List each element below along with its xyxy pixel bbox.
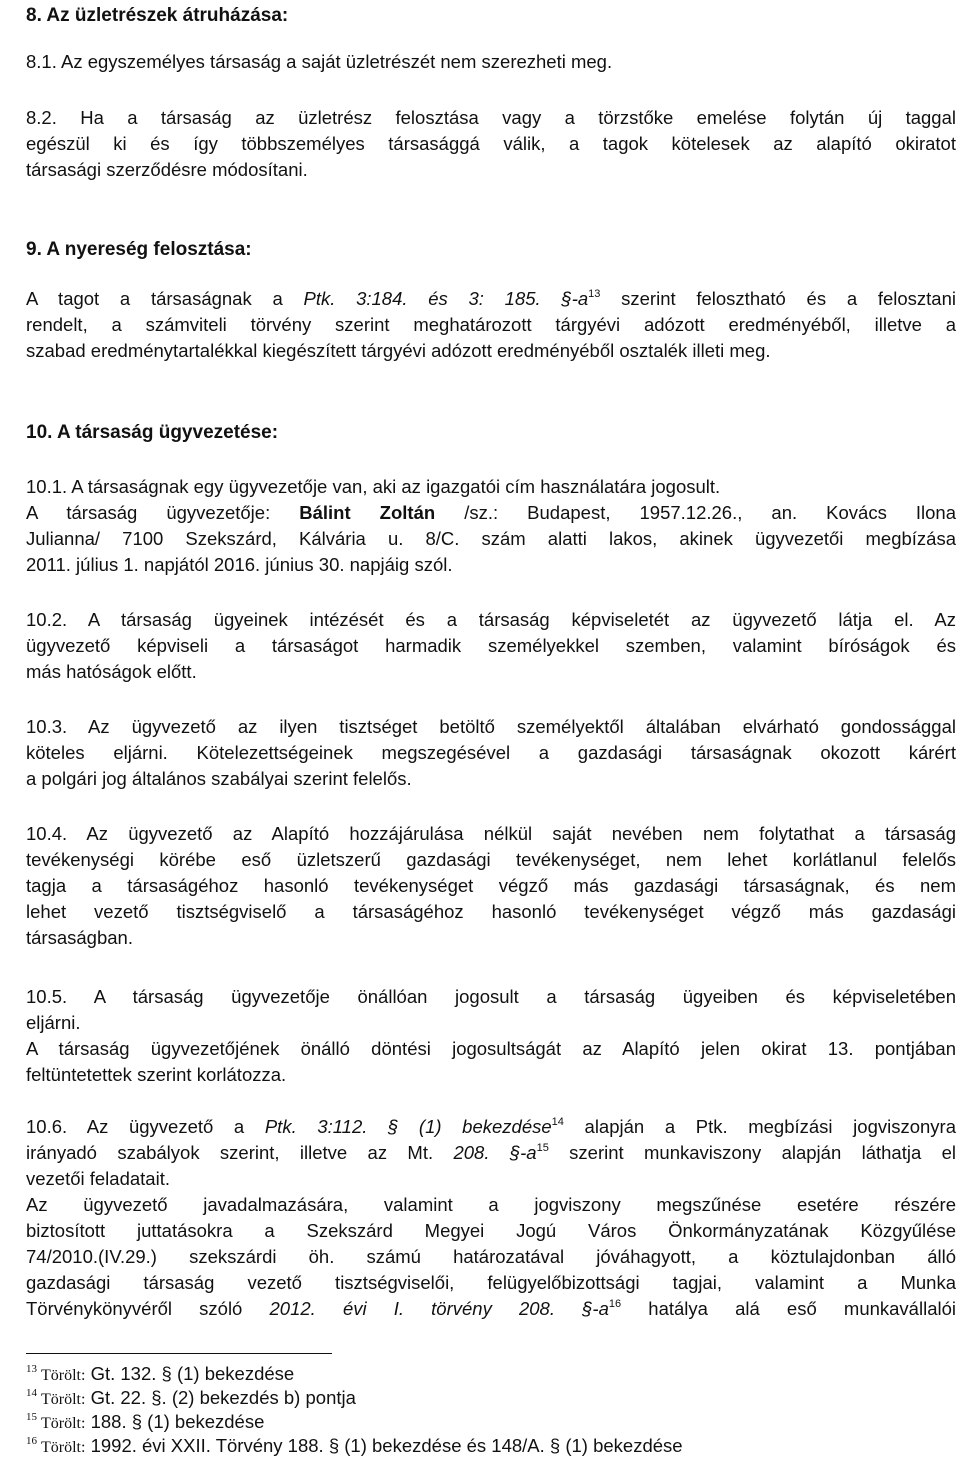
footnote-ref-16: 16 xyxy=(608,1298,622,1310)
footnote-ref-15: 15 xyxy=(536,1142,549,1154)
paragraph-10-4: 10.4. Az ügyvezető az Alapító hozzájárulása nélkül saját nevében nem folytathat a társaság tevékenységi körébe eső üzletszerű gazdasági tevékenységet, nem lehet korlátlanul felelős tagja a társaságéhoz hasonló tevékenységet végző más gazdasági társaságnak, és nem lehet vezető tisztségviselő a társaságéhoz hasonló tevékenységet végző más gazdasági társaságban. xyxy=(26,823,956,948)
paragraph-10-3: 10.3. Az ügyvezető az ilyen tisztséget betöltő személyektől általában elvárható gondossággal köteles eljárni. Kötelezettségeinek megszegésével a gazdasági társaságnak okozott kárért a polgári jog általános szabályai szerint felelős. xyxy=(26,716,956,789)
section-9-heading: 9. A nyereség felosztása: xyxy=(26,239,252,260)
paragraph-10-1: 10.1. A társaságnak egy ügyvezetője van, aki az igazgatói cím használatára jogosult. A társaság ügyvezetője: Bálint Zoltán /sz.: Budapest, 1957.12.26., an. Kovács Ilona Julianna/ 7100 Szekszárd, Kálvária u. 8/C. szám alatti lakos, akinek ügyvezetői megbízása 2011. július 1. napjától 2016. június 30. napjáig szól. xyxy=(26,476,956,575)
paragraph-8-2: 8.2. Ha a társaság az üzletrész felosztása vagy a törzstőke emelése folytán új taggal egészül ki és így többszemélyes társasággá válik, a tagok kötelesek az alapító okiratot társasági szerződésre módosítani. xyxy=(26,107,956,180)
section-8-heading: 8. Az üzletrészek átruházása: xyxy=(26,5,289,26)
footnote-13: $^{13}$ Törölt: Gt. 132. § (1) bekezdése xyxy=(26,1363,295,1384)
footnote-16: $^{16}$ Törölt: 1992. évi XXII. Törvény 188. § (1) bekezdése és 148/A. § (1) bekezdése xyxy=(26,1435,683,1456)
paragraph-10-6: 10.6. Az ügyvezető a Ptk. 3:112. § (1) bekezdése$^{14}$ alapján a Ptk. megbízási jogviszonyra irányadó szabályok szerint, illetve az Mt. 208. §-a$^{15}$ szerint munkaviszony alapján láthatja el vezetői feladatait. Az ügyvezető javadalmazására, valamint a jogviszony megszűnése esetére részére biztosított juttatásokra a Szekszárd Megyei Jogú Város Önkormányzatának Közgyűlése 74/2010.(IV.29.) szekszárdi öh. számú határozatával jóváhagyott, a köztulajdonban álló gazdasági társaság vezető tisztségviselői, felügyelőbizottsági tagjai, valamint a Munka Törvénykönyvéről szóló 2012. évi I. törvény 208. §-a$^{16}$ hatálya alá eső munkavállalói xyxy=(26,1114,956,1322)
paragraph-10-5: 10.5. A társaság ügyvezetője önállóan jogosult a társaság ügyeiben és képviseletében eljárni. A társaság ügyvezetőjének önálló döntési jogosultságát az Alapító jelen okirat 13. pontjában feltüntetettek szerint korlátozza. xyxy=(26,986,956,1085)
footnote-ref-13: 13 xyxy=(588,288,601,300)
footnotes xyxy=(26,1362,956,1458)
paragraph-8-1: 8.1. Az egyszemélyes társaság a saját üzletrészét nem szerezheti meg. xyxy=(26,51,613,72)
paragraph-10-2: 10.2. A társaság ügyeinek intézését és a társaság képviseletét az ügyvezető látja el. Az ügyvezető képviseli a társaságot harmadik személyekkel szemben, valamint bíróságok és más hatóságok előtt. xyxy=(26,609,956,682)
paragraph-10-6-line-1: 10.6. Az ügyvezető a Ptk. 3:112. § (1) bekezdése$^{14}$ alapján a Ptk. megbízási jogviszonyra xyxy=(26,1116,956,1137)
footnote-separator xyxy=(26,1353,332,1354)
footnote-15: $^{15}$ Törölt: 188. § (1) bekezdése xyxy=(26,1411,265,1432)
paragraph-9-line-1: A tagot a társaságnak a Ptk. 3:184. és 3: 185. §-a$^{13}$ szerint felosztható és a felosztani xyxy=(26,288,956,309)
section-10-heading: 10. A társaság ügyvezetése: xyxy=(26,422,279,443)
paragraph-10-1-line-2: A társaság ügyvezetője: Bálint Zoltán /sz.: Budapest, 1957.12.26., an. Kovács Ilona xyxy=(26,502,956,523)
footnote-14: $^{14}$ Törölt: Gt. 22. §. (2) bekezdés b) pontja xyxy=(26,1387,356,1408)
paragraph-10-6-line-2: irányadó szabályok szerint, illetve az Mt. 208. §-a$^{15}$ szerint munkaviszony alapján láthatja el xyxy=(26,1142,956,1163)
footnote-ref-14: 14 xyxy=(551,1116,564,1128)
paragraph-10-6-line-8: Törvénykönyvéről szóló 2012. évi I. törvény 208. §-a$^{16}$ hatálya alá eső munkavállalói xyxy=(26,1298,956,1319)
paragraph-9: A tagot a társaságnak a Ptk. 3:184. és 3: 185. §-a$^{13}$ szerint felosztható és a felosztani rendelt, a számviteli törvény szerint meghatározott tárgyévi adózott eredményéből, illetve a szabad eredménytartalékkal kiegészített tárgyévi adózott eredményéből osztalék illeti meg. xyxy=(26,288,956,361)
manager-name: Bálint Zoltán xyxy=(299,502,436,523)
